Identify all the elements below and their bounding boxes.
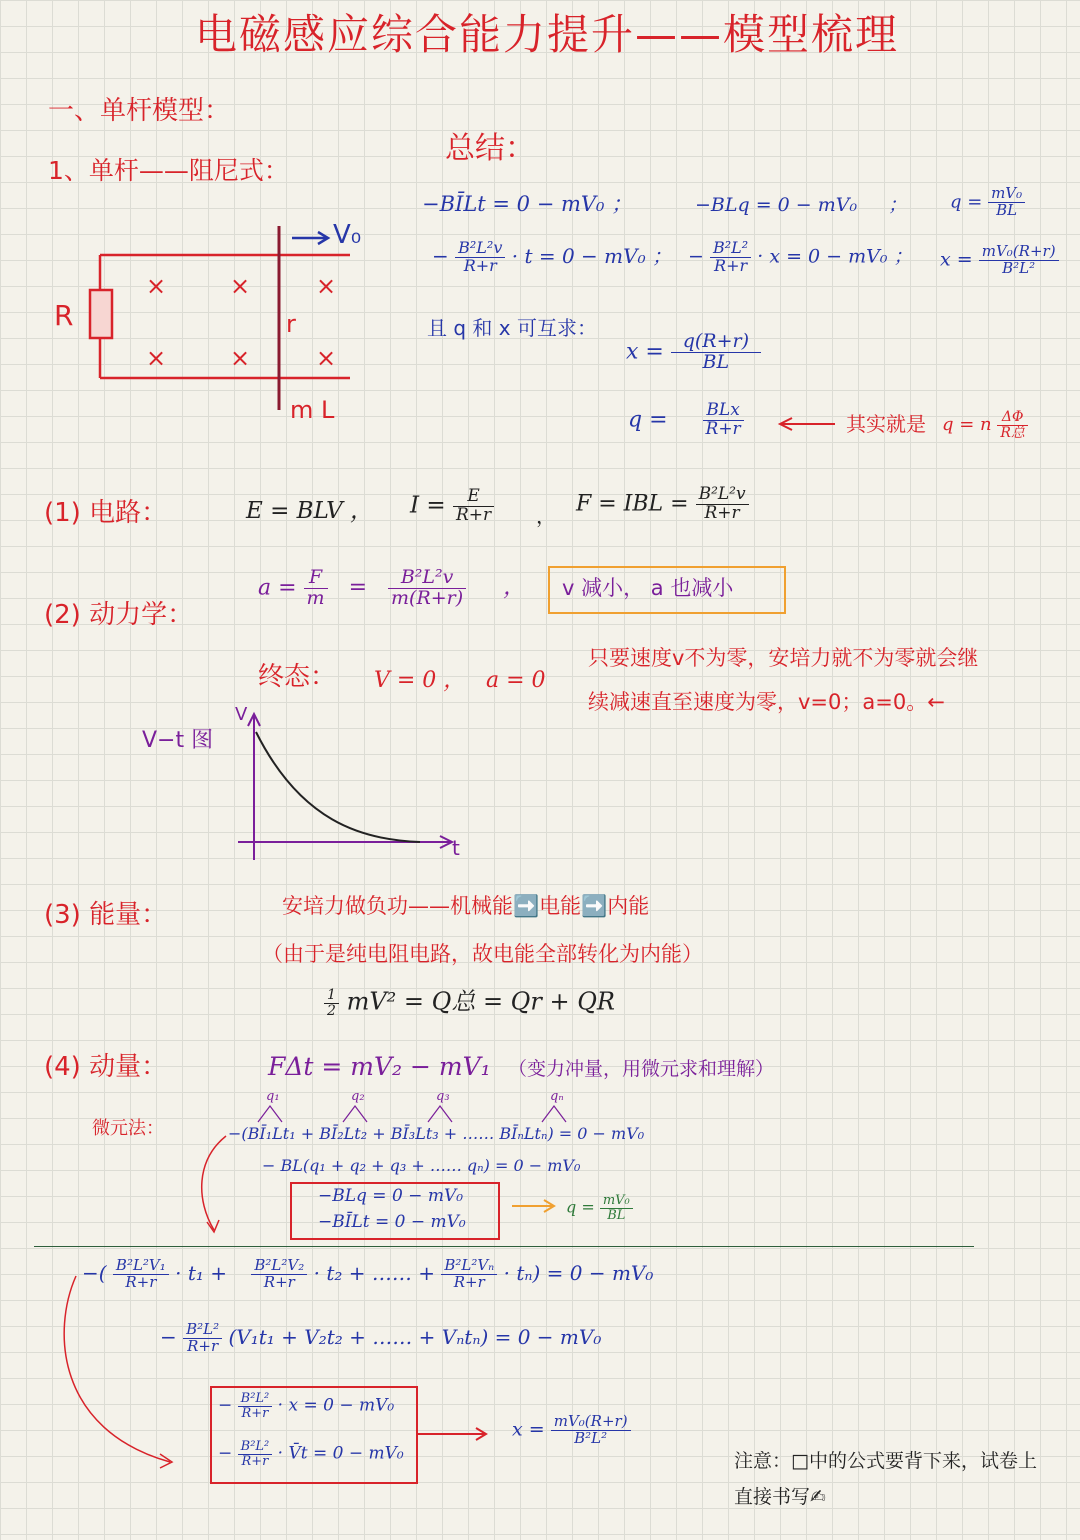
dynamics-label: (2) 动力学： (44, 600, 194, 630)
momentum-label: (4) 动量： (44, 1052, 168, 1082)
summary-q-formula: q = $\frac{\text{mV₀}}{BL}$ (950, 186, 1025, 219)
current-formula: I = $\frac{E}{R+r}$ (410, 488, 494, 525)
explanation-line-2: 续减速直至速度为零，v=0；a=0。← (588, 690, 945, 714)
velocity-label: V₀ (333, 220, 362, 250)
sum-line: −( $\frac{\text{B²L²V₁}}{R+r}$ · t₁ + $\frac{\text{B²L²V₂}}{R+r}$ · t₂ + …… + $\frac{\text{B²L²Vₙ}}{R+r}$ · tₙ) = 0 − mV₀ (82, 1256, 654, 1291)
explanation-line-1: 只要速度v不为零，安培力就不为零就会继 (588, 646, 979, 670)
energy-label: (3) 能量： (44, 900, 168, 930)
field-cross: × (146, 344, 167, 372)
energy-line-1: 安培力做负功——机械能➡️电能➡️内能 (282, 894, 650, 918)
trend-text: v 减小， a 也减小 (562, 576, 734, 600)
micro-element-label: 微元法： (92, 1118, 164, 1139)
emf-formula: E = BLV ， (246, 498, 374, 524)
box-formula-2: − $\frac{\text{B²L²}}{R+r}$ · V̄t = 0 − mV₀ (218, 1439, 404, 1469)
circuit-label: (1) 电路： (44, 498, 168, 528)
q-label-4: qₙ (550, 1089, 564, 1104)
summary-row1-a: −BĪLt = 0 − mV₀ ； (422, 192, 633, 216)
memorize-note-2: 直接书写✍ (734, 1486, 826, 1508)
energy-equation: $\frac{1}{2}$ mV² = Q总 = Qr + QR (324, 988, 615, 1018)
rod-resistance-label: r (286, 310, 296, 338)
final-state-label: 终态： (258, 662, 337, 692)
summary-row2-a: − $\frac{\text{B²L²v}}{R+r}$ · t = 0 − mV₀ ； (432, 238, 672, 275)
summary-note: 且 q 和 x 可互求： (427, 316, 597, 340)
micro-line-2: − BL(q₁ + q₂ + q₃ + …… qₙ) = 0 − mV₀ (262, 1156, 581, 1175)
factored-line: − $\frac{\text{B²L²}}{R+r}$ (V₁t₁ + V₂t₂ + …… + Vₙtₙ) = 0 − mV₀ (160, 1320, 602, 1355)
key-formula-1: −BLq = 0 − mV₀ (318, 1186, 464, 1206)
memorize-note-1: 注意：□中的公式要背下来，试卷上 (734, 1450, 1037, 1472)
summary-row1-b: −BLq = 0 − mV₀ (695, 194, 858, 216)
subsection-heading: 1、单杆——阻尼式： (48, 156, 289, 185)
summary-row2-b: − $\frac{\text{B²L²}}{R+r}$ · x = 0 − mV₀ ； (688, 238, 913, 275)
rod-label: m L (290, 396, 335, 424)
momentum-result: q = $\frac{\text{mV₀}}{BL}$ (566, 1194, 633, 1222)
key-formula-2: −BĪLt = 0 − mV₀ (318, 1212, 466, 1232)
final-acceleration: a = 0 (486, 668, 546, 693)
final-velocity: V = 0 ， (374, 668, 466, 693)
circuit-sep: ， (536, 504, 556, 528)
summary-row1-sep: ； (888, 194, 908, 216)
force-formula: F = IBL = $\frac{\text{B²L²v}}{R+r}$ (576, 486, 749, 523)
displacement-result: x = $\frac{\text{mV₀(R+r)}}{\text{B²L²}}$ (512, 1414, 631, 1447)
box-formula-1: − $\frac{\text{B²L²}}{R+r}$ · x = 0 − mV₀ (218, 1391, 395, 1421)
axis-v-label: V (235, 704, 248, 725)
field-cross: × (146, 272, 167, 300)
q-from-x: q = $\frac{\text{BLx}}{R+r}$ (628, 402, 744, 439)
q-label-3: q₃ (436, 1089, 450, 1104)
summary-title: 总结： (445, 131, 535, 166)
acceleration-formula: a = $\frac{F}{m}$ = $\frac{\text{B²L²v}}{m(R+r)}$ ， (258, 566, 526, 609)
micro-line-1: −(BĪ₁Lt₁ + BĪ₂Lt₂ + BĪ₃Lt₃ + …… BĪₙLtₙ) = 0 − mV₀ (228, 1124, 645, 1143)
section-heading: 一、单杆模型： (48, 96, 231, 126)
field-cross: × (230, 272, 251, 300)
field-cross: × (316, 272, 337, 300)
momentum-note: （变力冲量，用微元求和理解） (508, 1058, 775, 1080)
axis-t-label: t (452, 836, 460, 860)
field-cross: × (230, 344, 251, 372)
q-label-2: q₂ (351, 1089, 365, 1104)
page-title: 电磁感应综合能力提升——模型梳理 (195, 10, 900, 59)
field-cross: × (316, 344, 337, 372)
x-from-q: x = $\frac{q(R+r)}{BL}$ (626, 332, 761, 373)
energy-line-2: （由于是纯电阻电路，故电能全部转化为内能） (262, 942, 703, 966)
momentum-equation: FΔt = mV₂ − mV₁ (268, 1052, 491, 1081)
vt-graph-label: V−t 图 (142, 728, 214, 753)
arrow-note: 其实就是 (846, 412, 926, 436)
q-label-1: q₁ (266, 1089, 280, 1104)
arrow-formula: q = n $\frac{\Delta\Phi}{\text{R总}}$ (942, 410, 1028, 440)
resistor-label: R (54, 299, 74, 332)
summary-x-formula: x = $\frac{\text{mV₀(R+r)}}{\text{B²L²}}$ (940, 244, 1059, 277)
